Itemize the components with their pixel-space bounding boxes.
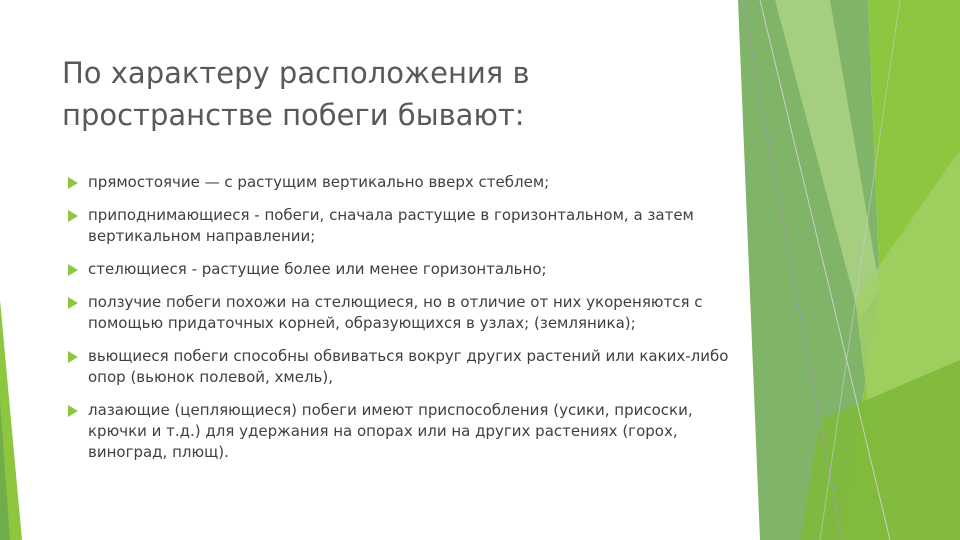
slide-title: По характеру расположения в пространстве побеги бывают:	[62, 56, 530, 132]
list-item-text: лазающие (цепляющиеся) побеги имеют приспособления (усики, присоски, крючки и т.д.) для удержания на опорах или на других растениях (горох, виноград, плющ).	[88, 401, 693, 461]
bullet-arrow-icon	[68, 405, 78, 417]
list-item-text: приподнимающиеся - побеги, сначала растущие в горизонтальном, а затем вертикальном направлении;	[88, 206, 694, 245]
bullet-arrow-icon	[68, 297, 78, 309]
list-item	[68, 205, 748, 247]
list-item	[68, 259, 748, 280]
list-item-text: стелющиеся - растущие более или менее горизонтально;	[88, 260, 547, 278]
bullet-arrow-icon	[68, 177, 78, 189]
bullet-list	[68, 172, 748, 475]
list-item	[68, 400, 748, 463]
list-item	[68, 346, 748, 388]
bullet-arrow-icon	[68, 351, 78, 363]
list-item	[68, 292, 748, 334]
list-item	[68, 172, 748, 193]
list-item-text: вьющиеся побеги способны обвиваться вокруг других растений или каких-либо опор (вьюнок полевой, хмель),	[88, 347, 729, 386]
list-item-text: прямостоячие — с растущим вертикально вверх стеблем;	[88, 173, 550, 191]
bullet-arrow-icon	[68, 210, 78, 222]
bullet-arrow-icon	[68, 264, 78, 276]
list-item-text: ползучие побеги похожи на стелющиеся, но в отличие от них укореняются с помощью придаточных корней, образующихся в узлах; (земляника);	[88, 293, 703, 332]
